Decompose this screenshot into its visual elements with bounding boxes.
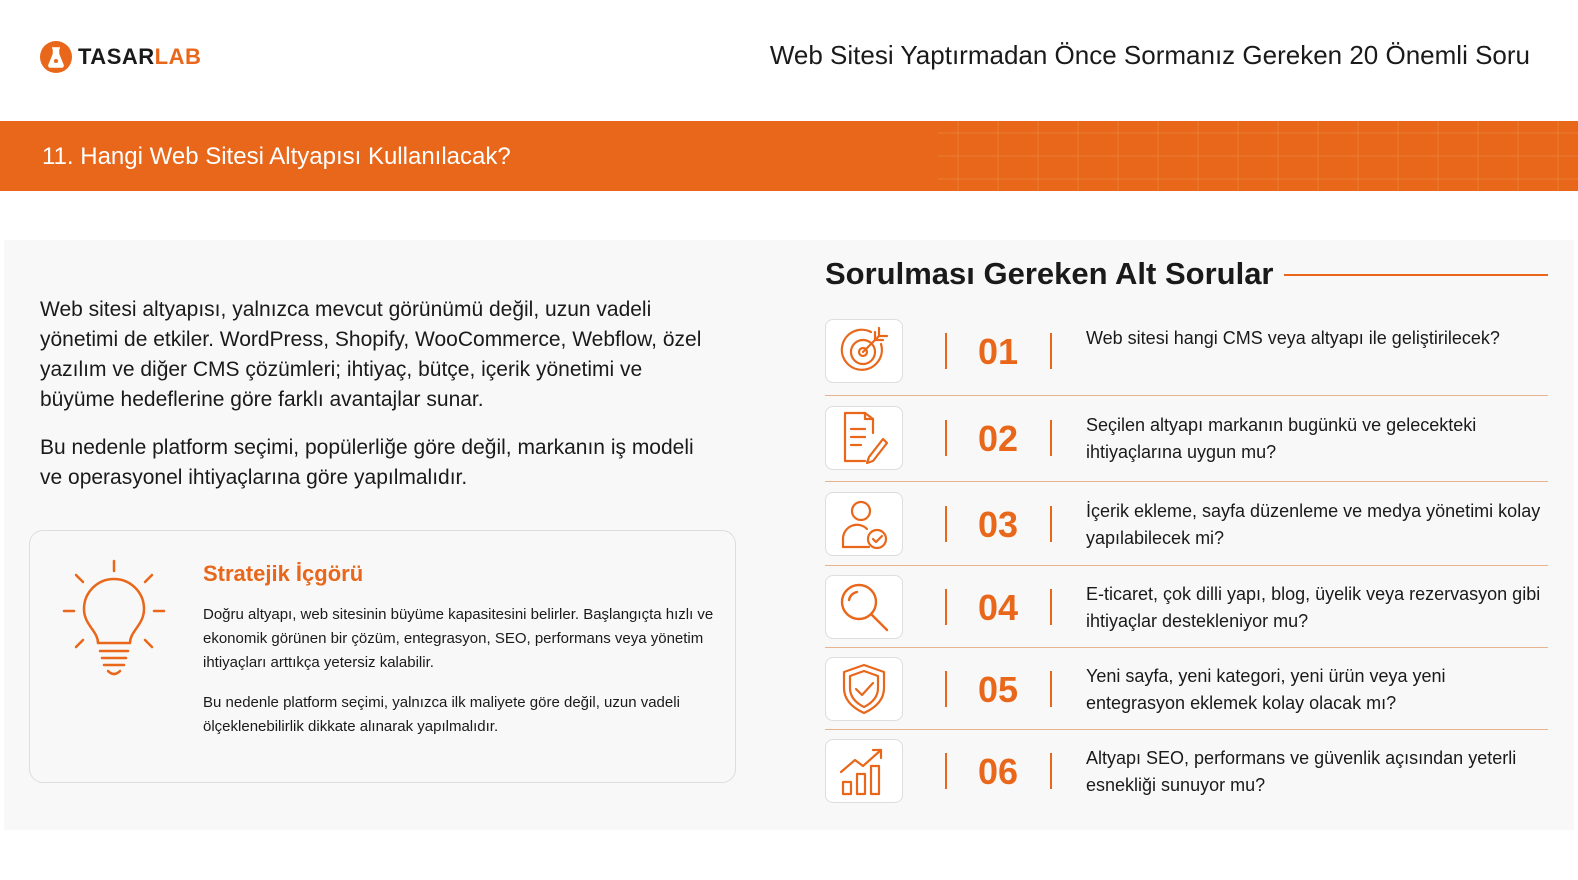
lightbulb-icon — [62, 557, 166, 681]
heading-divider — [1284, 274, 1548, 276]
insight-paragraph-1: Doğru altyapı, web sitesinin büyüme kapasitesini belirler. Başlangıçta hızlı ve ekonomik görünen bir çözüm, entegrasyon, SEO, performans veya yönetim ihtiyaçları arttıkça yetersiz kalabilir. — [203, 606, 714, 671]
questions-heading: Sorulması Gereken Alt Sorular — [825, 256, 1274, 291]
row-divider — [825, 565, 1548, 566]
question-row — [825, 319, 1548, 383]
separator — [945, 420, 947, 456]
header — [0, 0, 1578, 121]
target-icon — [825, 319, 903, 383]
intro-text — [40, 295, 720, 493]
question-text: Altyapı SEO, performans ve güvenlik açısından yeterli esnekliği sunuyor mu? — [1086, 748, 1517, 795]
logo-prefix: TASAR — [78, 44, 155, 69]
separator — [945, 589, 947, 625]
grid-pattern — [938, 121, 1578, 191]
question-text: E-ticaret, çok dilli yapı, blog, üyelik veya rezervasyon gibi ihtiyaçlar destekleniyor mu? — [1086, 584, 1541, 631]
question-number: 01 — [977, 331, 1019, 372]
row-divider — [825, 395, 1548, 396]
question-number: 02 — [977, 418, 1019, 459]
flask-logo-icon — [40, 41, 72, 73]
logo-suffix: LAB — [154, 44, 202, 69]
question-row — [825, 739, 1548, 803]
separator — [1050, 333, 1052, 369]
search-icon — [825, 575, 903, 639]
question-number: 05 — [977, 669, 1019, 710]
row-divider — [825, 481, 1548, 482]
separator — [1050, 671, 1052, 707]
document-edit-icon — [825, 406, 903, 470]
logo-text — [78, 44, 201, 70]
question-row — [825, 657, 1548, 721]
user-check-icon — [825, 492, 903, 556]
insight-paragraph-2: Bu nedenle platform seçimi, yalnızca ilk maliyete göre değil, uzun vadeli ölçeklenebilirlik dikkate alınarak yapılmalıdır. — [203, 694, 680, 735]
question-number: 04 — [977, 587, 1019, 628]
question-text: Web sitesi hangi CMS veya altyapı ile geliştirilecek? — [1086, 328, 1500, 348]
question-row — [825, 406, 1548, 470]
question-number: 03 — [977, 504, 1019, 545]
separator — [1050, 753, 1052, 789]
separator — [1050, 506, 1052, 542]
separator — [1050, 420, 1052, 456]
section-title: 11. Hangi Web Sitesi Altyapısı Kullanılacak? — [42, 143, 511, 170]
separator — [945, 506, 947, 542]
question-text: İçerik ekleme, sayfa düzenleme ve medya yönetimi kolay yapılabilecek mi? — [1086, 501, 1541, 548]
row-divider — [825, 729, 1548, 730]
separator — [1050, 589, 1052, 625]
question-text: Seçilen altyapı markanın bugünkü ve gelecekteki ihtiyaçlarına uygun mu? — [1086, 415, 1477, 462]
separator — [945, 753, 947, 789]
insight-body — [203, 603, 723, 739]
separator — [945, 671, 947, 707]
intro-paragraph-1: Web sitesi altyapısı, yalnızca mevcut görünümü değil, uzun vadeli yönetimi de etkiler. WordPress, Shopify, WooCommerce, Webflow, özel yazılım ve diğer CMS çözümleri; ihtiyaç, bütçe, içerik yönetimi ve büyüme hedeflerine göre farklı avantajlar sunar. — [40, 298, 702, 411]
question-number: 06 — [977, 751, 1019, 792]
row-divider — [825, 647, 1548, 648]
question-row — [825, 575, 1548, 639]
question-text: Yeni sayfa, yeni kategori, yeni ürün veya yeni entegrasyon eklemek kolay olacak mı? — [1086, 666, 1446, 713]
shield-check-icon — [825, 657, 903, 721]
insight-card — [29, 530, 736, 783]
intro-paragraph-2: Bu nedenle platform seçimi, popülerliğe göre değil, markanın iş modeli ve operasyonel ihtiyaçlarına göre yapılmalıdır. — [40, 436, 694, 489]
insight-title: Stratejik İçgörü — [203, 561, 364, 586]
section-band — [0, 121, 1578, 191]
question-row — [825, 492, 1548, 556]
document-title: Web Sitesi Yaptırmadan Önce Sormanız Gereken 20 Önemli Soru — [769, 40, 1530, 70]
logo — [40, 41, 201, 73]
growth-chart-icon — [825, 739, 903, 803]
separator — [945, 333, 947, 369]
